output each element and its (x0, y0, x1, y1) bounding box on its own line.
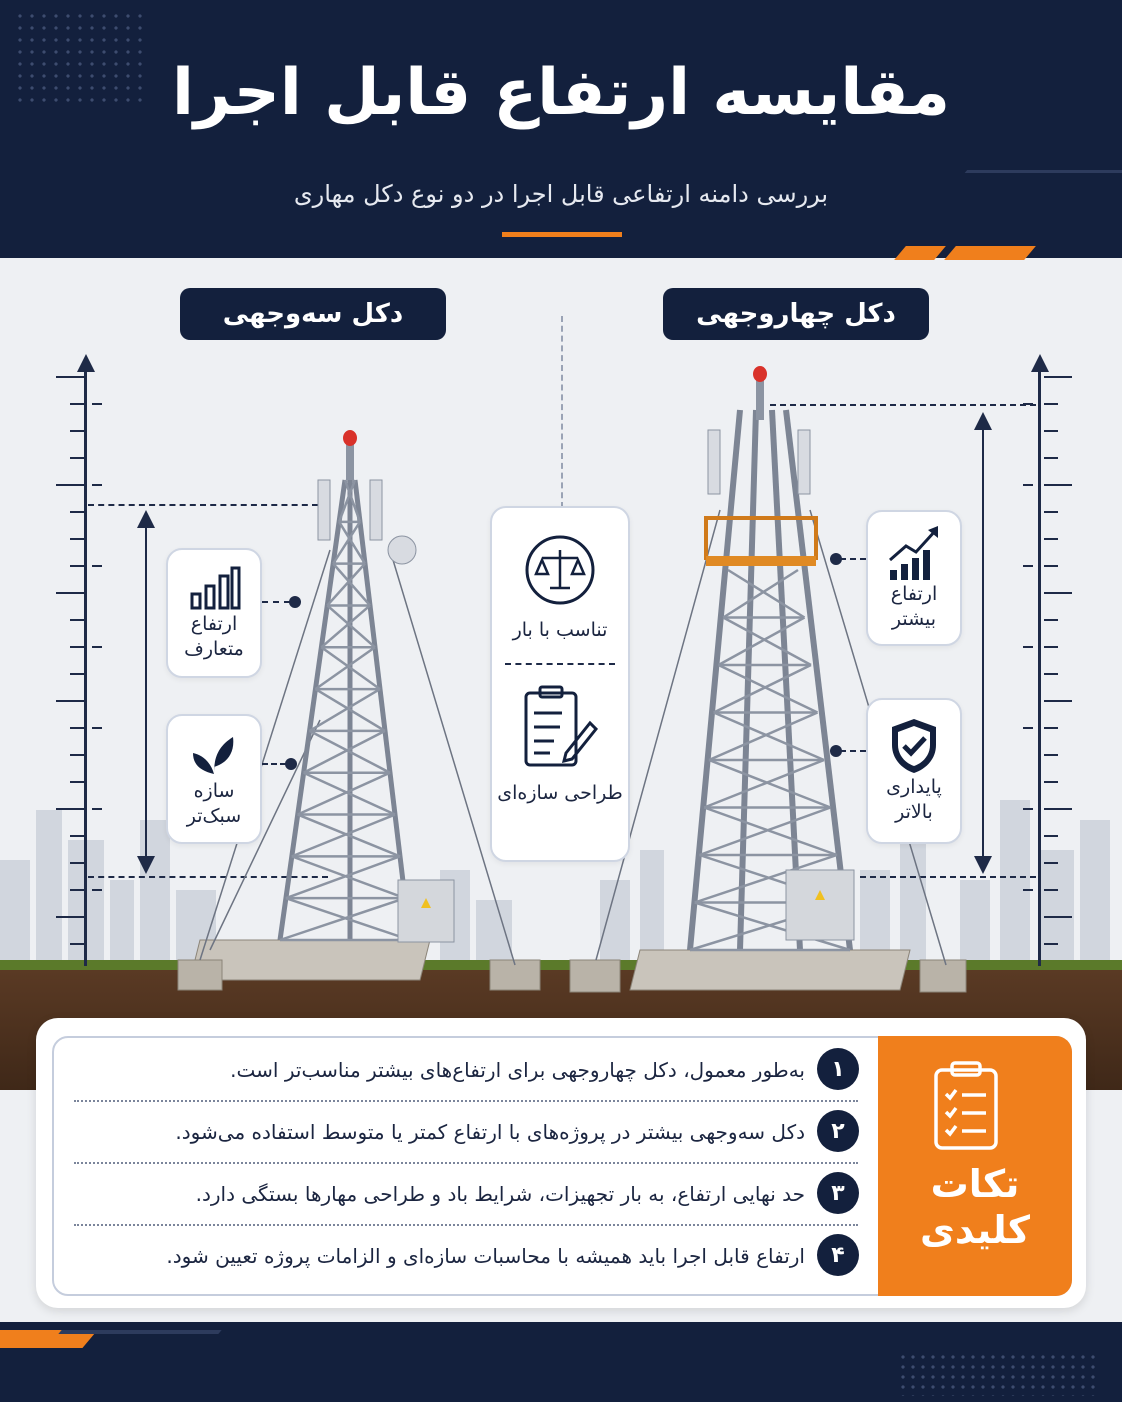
lattice-brace (709, 760, 831, 808)
clipboard-checklist-icon (932, 1060, 1000, 1152)
key-point-text: ارتفاع قابل اجرا باید همیشه با محاسبات سازه‌ای و الزامات پروژه تعیین شود. (166, 1244, 805, 1268)
ruler-tick (1044, 403, 1058, 405)
key-point-text: به‌طور معمول، دکل چهاروجهی برای ارتفاع‌های بیشتر مناسب‌تر است. (230, 1058, 805, 1082)
row-separator (74, 1100, 858, 1102)
ruler-tick (1023, 484, 1033, 486)
footer-banner (0, 1322, 1122, 1402)
ruler-tick (1044, 592, 1072, 594)
key-points-title-line1: تکات (930, 1162, 1020, 1206)
lattice-brace (704, 808, 837, 856)
four-sided-tower-label: دکل چهاروجهی (663, 288, 929, 340)
ruler-tick (70, 457, 84, 459)
row-separator (74, 1162, 858, 1164)
point-badge: ۳ (817, 1172, 859, 1214)
page-title: مقایسه ارتفاع قابل اجرا (171, 56, 951, 130)
ruler-tick (70, 889, 84, 891)
lattice-brace (714, 665, 811, 713)
lattice-brace (292, 815, 395, 857)
feature-label: ارتفاع متعارف (184, 613, 244, 660)
ruler-tick (1044, 781, 1058, 783)
row-separator (74, 1224, 858, 1226)
ruler-tick (1044, 646, 1058, 648)
lattice-brace (728, 570, 805, 618)
connector-line (262, 601, 290, 603)
ruler-tick (1044, 619, 1058, 621)
lattice-brace (709, 713, 818, 761)
ruler-tick (70, 727, 84, 729)
ruler-tick (56, 700, 84, 702)
ruler-tick (70, 943, 84, 945)
feature-card-greater-height (866, 510, 962, 646)
ruler-tick (56, 376, 84, 378)
ruler-tick (1044, 430, 1058, 432)
ruler-tick (1044, 376, 1072, 378)
ruler-tick (1044, 889, 1058, 891)
lattice-brace (700, 808, 831, 856)
ruler-tick (92, 646, 102, 648)
ruler-tick (1023, 646, 1033, 648)
ruler-tick (1044, 727, 1058, 729)
lattice-brace (723, 570, 798, 618)
feature-card-typical-height (166, 548, 262, 678)
center-item-label: تناسب با بار (512, 619, 608, 641)
header-stripe (944, 246, 1036, 260)
clipboard-pencil-icon (520, 683, 600, 773)
ruler-tick (92, 727, 102, 729)
ruler-tick (70, 538, 84, 540)
point-badge: ۱ (817, 1048, 859, 1090)
ruler-tick (56, 808, 84, 810)
center-considerations-card (490, 506, 630, 862)
feature-card-lighter-structure (166, 714, 262, 844)
lattice-brace (723, 618, 811, 666)
feature-card-higher-stability (866, 698, 962, 844)
ruler-tick (70, 673, 84, 675)
right-ruler (1038, 366, 1041, 966)
connector-line (840, 750, 866, 752)
connector-line (840, 558, 866, 560)
lattice-brace (719, 618, 805, 666)
ruler-tick (92, 889, 102, 891)
ruler-tick (92, 484, 102, 486)
ruler-tick (1023, 565, 1033, 567)
ruler-tick (1044, 808, 1072, 810)
balance-scale-icon (524, 534, 596, 606)
ruler-tick (70, 781, 84, 783)
point-badge: ۲ (817, 1110, 859, 1152)
left-ruler (84, 366, 87, 966)
ruler-tick (1044, 538, 1058, 540)
growth-chart-icon (886, 524, 942, 582)
connector-line (262, 763, 286, 765)
ruler-tick (1044, 835, 1058, 837)
connector-dot (289, 596, 301, 608)
ruler-tick (1023, 727, 1033, 729)
ruler-tick (1044, 754, 1058, 756)
lattice-brace (704, 760, 824, 808)
key-point-text: حد نهایی ارتفاع، به بار تجهیزات، شرایط باد و طراحی مهارها بستگی دارد. (195, 1182, 805, 1206)
page-subtitle: بررسی دامنه ارتفاعی قابل اجرا در دو نوع دکل مهاری (293, 180, 829, 208)
ruler-tick (70, 754, 84, 756)
ruler-tick (92, 565, 102, 567)
lattice-brace (298, 773, 390, 815)
lattice-brace (304, 731, 385, 773)
ruler-tick (1044, 457, 1058, 459)
feature-label: ارتفاع بیشتر (890, 583, 938, 630)
lattice-brace (714, 713, 824, 761)
ruler-tick (1044, 565, 1058, 567)
ruler-tick (56, 916, 84, 918)
ruler-tick (1044, 862, 1058, 864)
lattice-brace (280, 898, 405, 940)
ruler-tick (70, 430, 84, 432)
feature-label: پایداری بالاتر (886, 776, 942, 823)
key-points-title-line2: کلیدی (920, 1207, 1030, 1252)
key-points-title (878, 1162, 1072, 1253)
feature-label: سازه سبک‌تر (186, 780, 242, 827)
ruler-tick (1023, 808, 1033, 810)
ruler-tick (70, 646, 84, 648)
ruler-tick (1023, 889, 1033, 891)
ruler-tick (1044, 700, 1072, 702)
three-sided-tower-label: دکل سه‌وجهی (180, 288, 446, 340)
lattice-brace (310, 689, 380, 731)
ruler-tick (70, 403, 84, 405)
shield-check-icon (888, 717, 940, 775)
title-underline (502, 232, 622, 237)
connector-dot (285, 758, 297, 770)
ruler-tick (56, 592, 84, 594)
ruler-tick (1044, 484, 1072, 486)
ruler-tick (70, 862, 84, 864)
bar-chart-icon (186, 564, 242, 612)
ruler-tick (70, 565, 84, 567)
ruler-tick (92, 403, 102, 405)
ruler-tick (1044, 511, 1058, 513)
ruler-tick (56, 484, 84, 486)
ruler-tick (1044, 916, 1072, 918)
ruler-tick (70, 835, 84, 837)
lattice-brace (315, 647, 375, 689)
point-badge: ۴ (817, 1234, 859, 1276)
range-arrow-down-icon (137, 856, 155, 874)
ruler-tick (1044, 943, 1058, 945)
dot-pattern (898, 1352, 1098, 1396)
center-divider-dash (505, 663, 615, 665)
center-item-label: طراحی سازه‌ای (497, 781, 623, 804)
ruler-tick (1044, 673, 1058, 675)
leaf-icon (189, 729, 239, 779)
ruler-tick (70, 619, 84, 621)
ruler-tick (70, 511, 84, 513)
ruler-tick (92, 808, 102, 810)
footer-stripe (58, 1330, 221, 1334)
lattice-brace (719, 665, 818, 713)
lattice-brace (286, 856, 400, 898)
three-sided-range (145, 526, 147, 862)
key-point-text: دکل سه‌وجهی بیشتر در پروژه‌های با ارتفاع کمتر یا متوسط استفاده می‌شود. (175, 1120, 805, 1144)
